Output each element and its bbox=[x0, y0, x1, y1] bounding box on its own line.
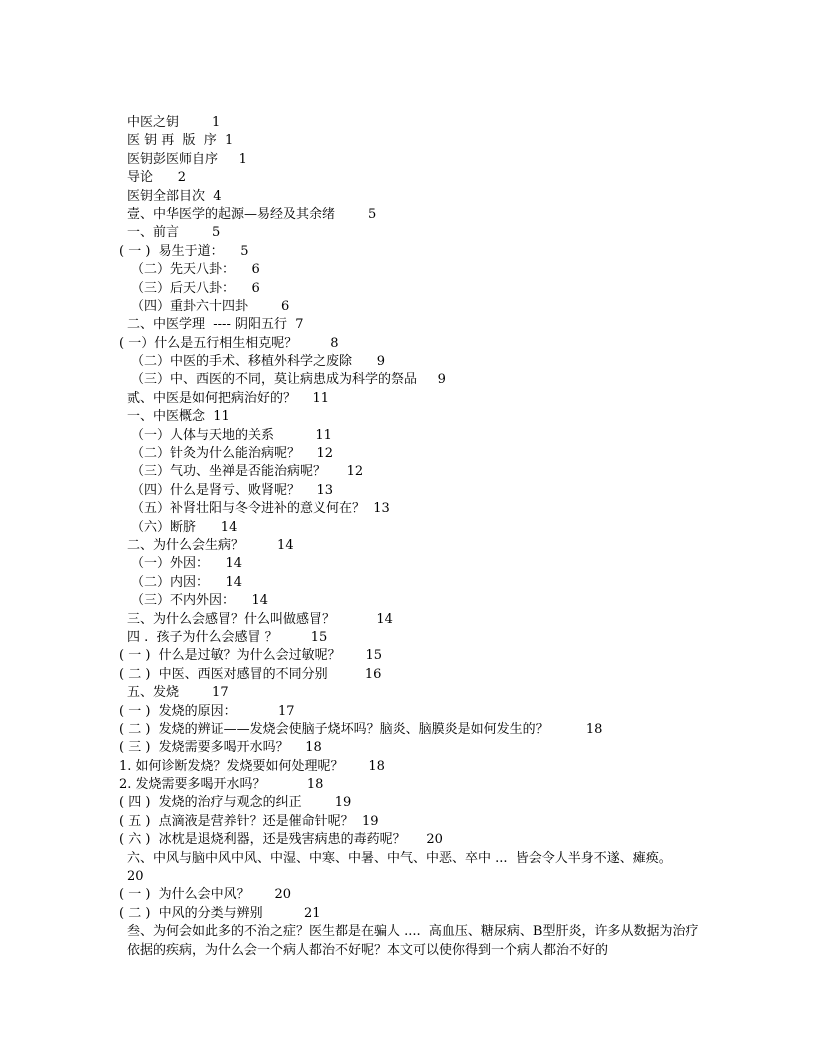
toc-entry: 医 钥 再 版 序 1 bbox=[127, 133, 234, 149]
toc-entry: 二、为什么会生病？ 14 bbox=[127, 537, 294, 553]
toc-entry: ( 一 ) 为什么会中风？ 20 bbox=[119, 887, 292, 903]
table-of-contents bbox=[119, 114, 703, 960]
toc-entry: ( 六 ) 冰枕是退烧利器，还是残害病患的毒药呢？ 20 bbox=[119, 832, 443, 848]
toc-entry: （三）中、西医的不同，莫让病患成为科学的祭品 9 bbox=[131, 372, 446, 388]
toc-entry: 三、为什么会感冒？什么叫做感冒？ 14 bbox=[127, 611, 393, 627]
toc-entry: ( 二 ) 发烧的辨证——发烧会使脑子烧坏吗？脑炎、脑膜炎是如何发生的？ 18 bbox=[119, 721, 603, 737]
toc-entry: 一、中医概念 11 bbox=[127, 409, 230, 425]
toc-entry: ( 五 ) 点滴液是营养针？还是催命针呢？ 19 bbox=[119, 813, 379, 829]
toc-entry: 四 . 孩子为什么会感冒 ？ 15 bbox=[127, 629, 328, 645]
toc-entry-wrapped: 叁、为何会如此多的不治之症？医生都是在骗人 .... 高血压、糖尿病、B型肝炎，许多从数据为治疗依据的疾病，为什么会一个病人都治不好呢？本文可以使你得到一个病人都治不好的 bbox=[127, 924, 699, 958]
toc-entry: 一、前言 5 bbox=[127, 225, 221, 241]
toc-entry: 1. 如何诊断发烧？发烧要如何处理呢？ 18 bbox=[119, 758, 385, 774]
toc-entry: 导论 2 bbox=[127, 170, 187, 186]
toc-entry: 二、中医学理 ---- 阴阳五行 7 bbox=[127, 317, 304, 333]
toc-entry: （二）内因： 14 bbox=[131, 574, 243, 590]
toc-entry: （五）补肾壮阳与冬令进补的意义何在？ 13 bbox=[131, 501, 390, 517]
toc-entry: 医钥彭医师自序 1 bbox=[127, 151, 247, 167]
toc-entry: ( 三 ) 发烧需要多喝开水吗？ 18 bbox=[119, 740, 322, 756]
toc-entry: （六）断脐 14 bbox=[131, 519, 238, 535]
toc-entry: 医钥全部目次 4 bbox=[127, 188, 222, 204]
toc-entry: （一）人体与天地的关系 11 bbox=[131, 427, 332, 443]
toc-entry: 中医之钥 1 bbox=[127, 115, 221, 130]
toc-entry: （三）后天八卦： 6 bbox=[131, 280, 260, 296]
toc-entry: ( 四 ) 发烧的治疗与观念的纠正 19 bbox=[119, 795, 352, 811]
toc-entry: （一）外因： 14 bbox=[131, 556, 243, 572]
toc-entry: ( 一 ) 易生于道： 5 bbox=[119, 243, 249, 259]
toc-entry: （二）中医的手术、移植外科学之废除 9 bbox=[131, 354, 386, 370]
toc-entry: 壹、中华医学的起源—易经及其余绪 5 bbox=[127, 206, 377, 222]
toc-entry: （二）针灸为什么能治病呢？ 12 bbox=[131, 446, 334, 462]
toc-entry: （二）先天八卦： 6 bbox=[131, 262, 260, 278]
toc-entry: （四）什么是肾亏、败肾呢？ 13 bbox=[131, 482, 334, 498]
toc-entry: ( 一 ) 什么是过敏？为什么会过敏呢？ 15 bbox=[119, 648, 383, 664]
toc-entry: ( 一）什么是五行相生相克呢？ 8 bbox=[119, 335, 339, 351]
toc-entry: ( 二 ) 中风的分类与辨别 21 bbox=[119, 905, 321, 921]
toc-entry-wrapped: 六、中风与脑中风中风、中湿、中寒、中暑、中气、中恶、卒中 ... 皆会令人半身不遂、瘫痪。 20 bbox=[127, 850, 705, 885]
toc-entry: （四）重卦六十四卦 6 bbox=[131, 298, 290, 314]
toc-entry: ( 二 ) 中医、西医对感冒的不同分别 16 bbox=[119, 666, 382, 682]
toc-entry: 贰、中医是如何把病治好的？ 11 bbox=[127, 390, 330, 406]
toc-entry: （三）不内外因： 14 bbox=[131, 593, 269, 609]
toc-entry: ( 一 ) 发烧的原因： 17 bbox=[119, 703, 295, 719]
toc-entry: 五、发烧 17 bbox=[127, 685, 229, 701]
toc-entry: 2. 发烧需要多喝开水吗？ 18 bbox=[119, 777, 324, 793]
toc-entry: （三）气功、坐禅是否能治病呢？ 12 bbox=[131, 464, 364, 480]
